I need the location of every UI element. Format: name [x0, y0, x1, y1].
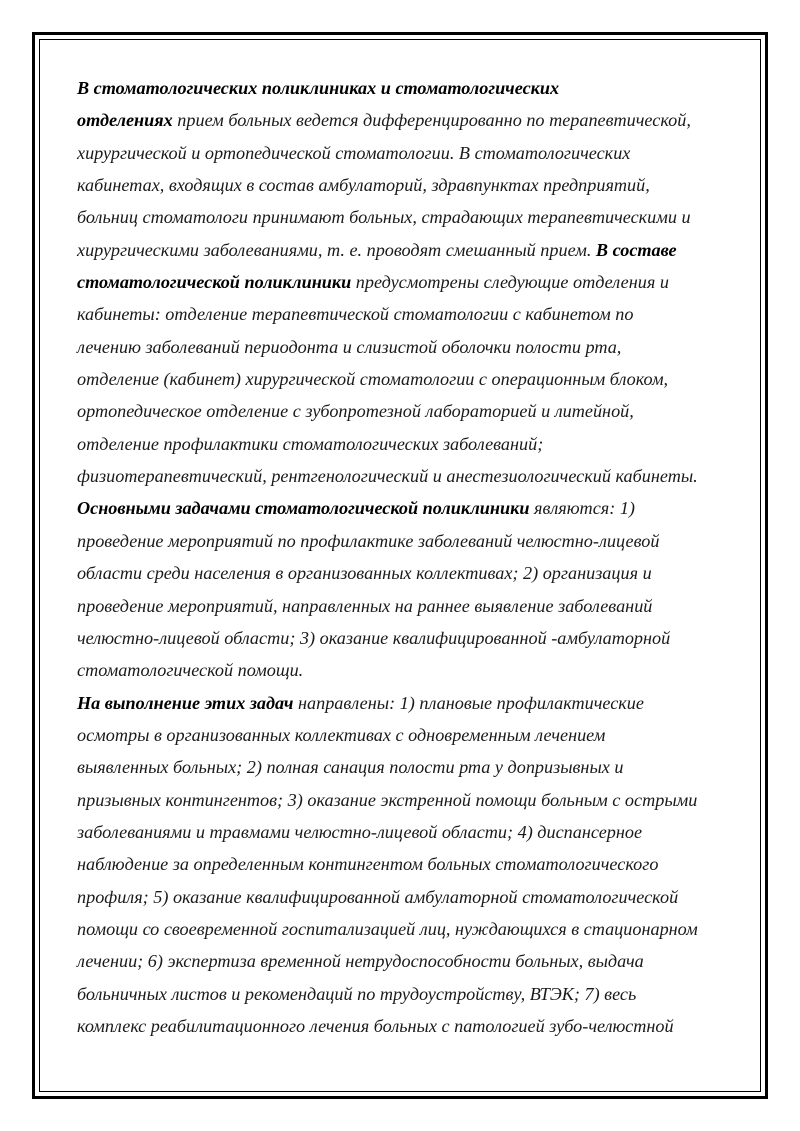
- text-segment: являются: 1): [529, 498, 635, 519]
- text-segment: хирургической и ортопедической стоматологии. В стоматологических: [77, 142, 631, 163]
- text-line: [77, 557, 737, 589]
- bold-term: В составе: [595, 239, 677, 260]
- text-line: [77, 492, 737, 524]
- bold-term: Основными задачами стоматологической поликлиники: [77, 498, 530, 519]
- text-line: [77, 848, 737, 880]
- text-line: [77, 881, 737, 913]
- text-segment: комплекс реабилитационного лечения больных с патологией зубо-челюстной: [77, 1015, 674, 1036]
- text-segment: призывных контингентов; 3) оказание экстренной помощи больным с острыми: [77, 789, 698, 810]
- text-line: [77, 622, 737, 654]
- text-segment: наблюдение за определенным контингентом больных стоматологического: [77, 854, 659, 875]
- text-line: [77, 201, 737, 233]
- text-line: [77, 913, 737, 945]
- text-line: [77, 395, 737, 427]
- bold-term: отделениях: [77, 110, 173, 131]
- text-segment: лечении; 6) экспертиза временной нетрудоспособности больных, выдача: [77, 951, 644, 972]
- text-segment: области среди населения в организованных коллективах; 2) организация и: [77, 563, 652, 584]
- bold-term: В стоматологических поликлиниках и стоматологических: [77, 78, 560, 98]
- text-segment: проведение мероприятий, направленных на раннее выявление заболеваний: [77, 595, 653, 616]
- text-segment: проведение мероприятий по профилактике заболеваний челюстно-лицевой: [77, 530, 660, 551]
- text-line: [77, 266, 737, 298]
- bold-term: На выполнение этих задач: [77, 692, 294, 713]
- text-line: [77, 590, 737, 622]
- text-line: [77, 719, 737, 751]
- text-segment: осмотры в организованных коллективах с одновременным лечением: [77, 724, 606, 745]
- text-segment: отделение профилактики стоматологических заболеваний;: [77, 433, 544, 454]
- text-segment: хирургическими заболеваниями, т. е. проводят смешанный прием.: [77, 239, 596, 260]
- text-segment: кабинетах, входящих в состав амбулаторий, здравпунктах предприятий,: [77, 175, 650, 196]
- text-line: [77, 945, 737, 977]
- text-line: [77, 816, 737, 848]
- text-segment: ортопедическое отделение с зубопротезной лабораторией и литейной,: [77, 401, 634, 422]
- text-line: [77, 104, 737, 136]
- text-line: [77, 169, 737, 201]
- text-segment: больничных листов и рекомендаций по трудоустройству, ВТЭК; 7) весь: [77, 983, 637, 1004]
- text-segment: помощи со своевременной госпитализацией лиц, нуждающихся в стационарном: [77, 918, 698, 939]
- text-line: [77, 331, 737, 363]
- text-segment: больниц стоматологи принимают больных, страдающих терапевтическими и: [77, 207, 691, 228]
- text-line: [77, 654, 737, 686]
- document-body: [77, 72, 737, 1042]
- text-line: [77, 428, 737, 460]
- text-segment: прием больных ведется дифференцированно по терапевтической,: [172, 110, 691, 131]
- text-segment: кабинеты: отделение терапевтической стоматологии с кабинетом по: [77, 304, 634, 325]
- text-line: [77, 687, 737, 719]
- text-segment: лечению заболеваний периодонта и слизистой оболочки полости рта,: [77, 336, 622, 357]
- text-segment: челюстно-лицевой области; 3) оказание квалифицированной -амбулаторной: [77, 627, 671, 648]
- text-line: [77, 751, 737, 783]
- text-line: [77, 234, 737, 266]
- text-line: [77, 298, 737, 330]
- text-segment: физиотерапевтический, рентгенологический и анестезиологический кабинеты.: [77, 466, 698, 487]
- text-line: [77, 784, 737, 816]
- bold-term: стоматологической поликлиники: [77, 272, 352, 293]
- text-segment: заболеваниями и травмами челюстно-лицевой области; 4) диспансерное: [77, 821, 643, 842]
- text-line: [77, 978, 737, 1010]
- text-segment: предусмотрены следующие отделения и: [351, 272, 669, 293]
- text-segment: выявленных больных; 2) полная санация полости рта у допризывных и: [77, 757, 624, 778]
- text-line: [77, 363, 737, 395]
- text-line: [77, 1010, 737, 1042]
- text-line: [77, 460, 737, 492]
- text-segment: отделение (кабинет) хирургической стоматологии с операционным блоком,: [77, 369, 669, 390]
- text-segment: направлены: 1) плановые профилактические: [293, 692, 644, 713]
- text-line: [77, 525, 737, 557]
- text-segment: профиля; 5) оказание квалифицированной амбулаторной стоматологической: [77, 886, 679, 907]
- text-line: [77, 137, 737, 169]
- text-segment: стоматологической помощи.: [77, 660, 304, 681]
- text-line: [77, 72, 737, 104]
